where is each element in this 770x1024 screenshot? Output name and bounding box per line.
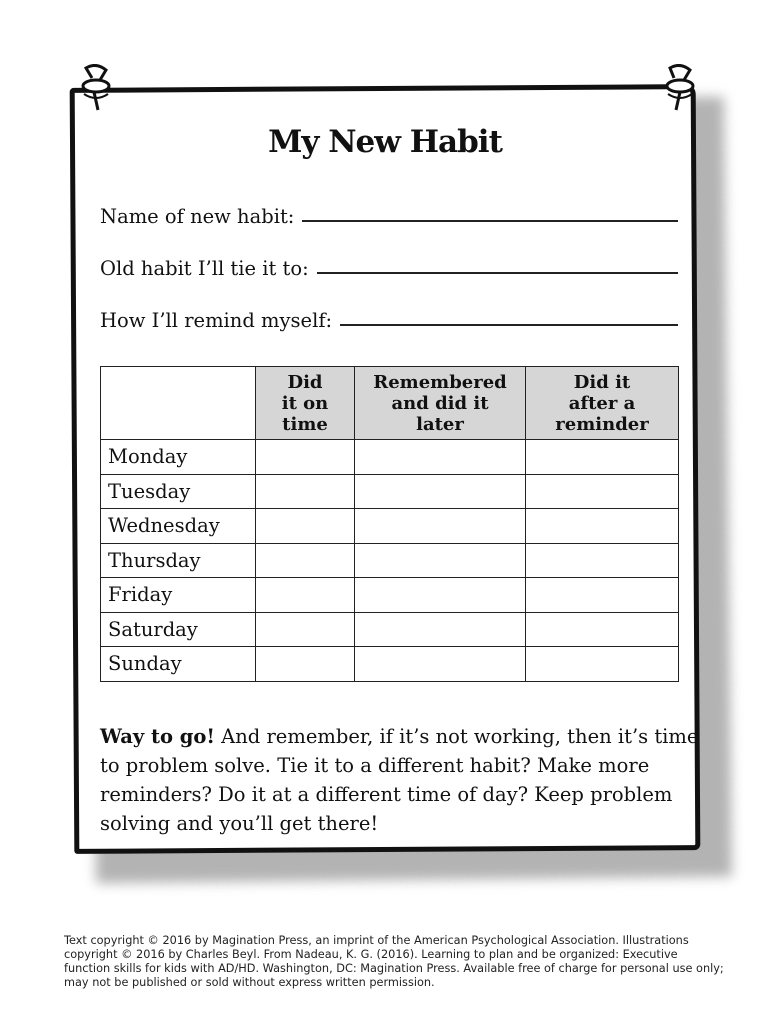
header-remembered-later (355, 367, 526, 440)
reminder-field[interactable] (100, 302, 678, 332)
check-cell[interactable] (355, 647, 526, 682)
pushpin-icon (78, 64, 118, 116)
header-line: later (416, 413, 464, 435)
day-label: Wednesday (101, 509, 256, 544)
new-habit-label: Name of new habit: (100, 205, 295, 228)
check-cell[interactable] (526, 440, 679, 475)
check-cell[interactable] (256, 509, 355, 544)
day-label: Monday (101, 440, 256, 475)
old-habit-line[interactable] (317, 272, 678, 274)
closing-bold: Way to go! (100, 725, 215, 748)
check-cell[interactable] (355, 509, 526, 544)
reminder-label: How I’ll remind myself: (100, 309, 333, 332)
header-did-it-on-time (256, 367, 355, 440)
pushpin-icon (660, 64, 700, 116)
check-cell[interactable] (256, 647, 355, 682)
check-cell[interactable] (526, 474, 679, 509)
reminder-line[interactable] (340, 324, 678, 326)
check-cell[interactable] (256, 612, 355, 647)
check-cell[interactable] (256, 543, 355, 578)
new-habit-field[interactable] (100, 198, 678, 228)
table-row (101, 612, 679, 647)
closing-message (100, 722, 700, 838)
header-line: Remembered (373, 371, 507, 393)
header-line: after a (568, 392, 636, 414)
header-after-reminder (526, 367, 679, 440)
header-line: Did it (573, 371, 631, 393)
day-label: Saturday (101, 612, 256, 647)
day-label: Thursday (101, 543, 256, 578)
check-cell[interactable] (355, 440, 526, 475)
header-line: and did it (391, 392, 489, 414)
closing-text: And remember, if it’s not working, then it’s time to problem solve. Tie it to a different habit? Make more reminders? Do it at a different time of day? Keep problem solving and you’ll get there! (100, 725, 699, 835)
day-label: Tuesday (101, 474, 256, 509)
copyright-notice: Text copyright © 2016 by Magination Press, an imprint of the American Psychological Association. Illustrations copyright © 2016 by Charles Beyl. From Nadeau, K. G. (2016). Learning to plan and be organized: Executive function skills for kids with AD/HD. Washington, DC: Magination Press. Available free of charge for personal use only; may not be published or sold without express written permission. (64, 934, 724, 989)
check-cell[interactable] (526, 509, 679, 544)
table-row (101, 440, 679, 475)
header-line: reminder (555, 413, 649, 435)
check-cell[interactable] (256, 440, 355, 475)
table-row (101, 509, 679, 544)
check-cell[interactable] (526, 543, 679, 578)
new-habit-line[interactable] (302, 220, 678, 222)
old-habit-field[interactable] (100, 250, 678, 280)
page-title: My New Habit (268, 124, 502, 160)
check-cell[interactable] (355, 612, 526, 647)
check-cell[interactable] (256, 474, 355, 509)
table-header-row (101, 367, 679, 440)
check-cell[interactable] (256, 578, 355, 613)
check-cell[interactable] (526, 612, 679, 647)
header-line: time (282, 413, 328, 435)
check-cell[interactable] (355, 543, 526, 578)
habit-tracker-table (100, 366, 679, 682)
table-row (101, 474, 679, 509)
header-blank-cell (101, 367, 256, 440)
table-row (101, 578, 679, 613)
day-label: Sunday (101, 647, 256, 682)
header-line: Did (287, 371, 323, 393)
check-cell[interactable] (526, 578, 679, 613)
header-line: it on (281, 392, 329, 414)
check-cell[interactable] (355, 474, 526, 509)
check-cell[interactable] (355, 578, 526, 613)
day-label: Friday (101, 578, 256, 613)
table-row (101, 543, 679, 578)
old-habit-label: Old habit I’ll tie it to: (100, 257, 309, 280)
check-cell[interactable] (526, 647, 679, 682)
table-row (101, 647, 679, 682)
